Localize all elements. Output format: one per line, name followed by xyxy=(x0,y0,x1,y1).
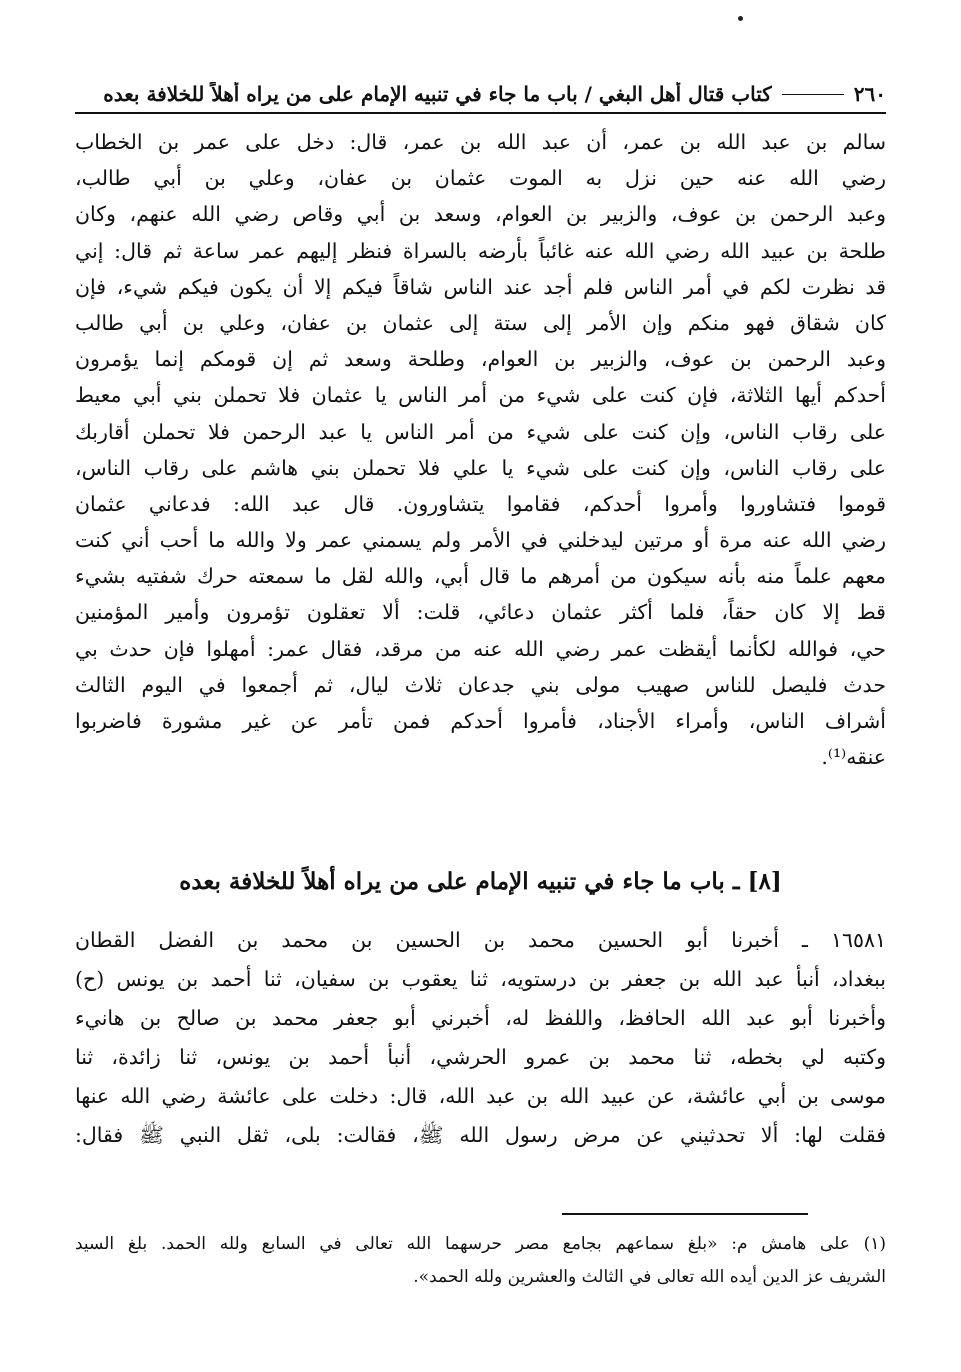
text-line: ببغداد، أنبأ عبد الله بن جعفر بن درستويه، ثنا يعقوب بن سفيان، ثنا أحمد بن يونس (ح) xyxy=(75,967,886,991)
text-line: وعبد الرحمن بن عوف، والزبير بن العوام، وسعد بن أبي وقاص رضي الله عنهم، وكان xyxy=(75,202,886,227)
text-line: أحدكم أيها الثلاثة، فإن كنت على شيء من أمر الناس يا عثمان فلا تحملن بني أبي معيط xyxy=(75,383,886,408)
text-line: رضي الله عنه مرة أو مرتين ليدخلني في الأمر ولم يسمني عمر ولا والله ما أحب أني كنت xyxy=(75,528,886,553)
text-line: كان شقاق فهو منكم وإن الأمر إلى ستة إلى عثمان بن عفان، وعلي بن أبي طالب xyxy=(75,310,886,335)
text-line: معهم علماً منه بأنه سيكون من أمرهم ما قال أبي، والله لقل ما سمعته حرك شفتيه بشيء xyxy=(75,564,886,589)
text-line: حدث فليصل للناس صهيب مولى بني جدعان ثلاث ليال، ثم أجمعوا في اليوم الثالث xyxy=(75,672,886,697)
main-text xyxy=(75,124,886,775)
text-line: قوموا فتشاوروا وأمروا أحدكم، فقاموا يتشاورون. قال عبد الله: فدعاني عثمان xyxy=(75,491,886,516)
text-line: قط إلا كان حقاً، فلما أكثر عثمان دعائي، قلت: ألا تعقلون تؤمرون وأمير المؤمنين xyxy=(75,600,886,625)
running-header xyxy=(75,80,886,114)
page-number: ٢٦٠ xyxy=(853,82,886,106)
text-line: على رقاب الناس، وإن كنت على شيء يا علي فلا تحملن بني هاشم على رقاب الناس، xyxy=(75,455,886,480)
text-line: قد نظرت لكم في أمر الناس فلم أجد عند الناس شاقاً فيكم إلا أن يكون فيكم شيء، فإن xyxy=(75,274,886,299)
text-line: على رقاب الناس، وإن كنت على شيء من أمر الناس يا عبد الرحمن فلا تحملن أقاربك xyxy=(75,419,886,444)
text-line: فقلت لها: ألا تحدثيني عن مرض رسول الله ﷺ، فقالت: بلى، ثقل النبي ﷺ فقال: xyxy=(75,1123,886,1147)
text-line: طلحة بن عبيد الله رضي الله عنه غائباً بأرضه بالسراة فنظر إليهم عمر ساعة ثم قال: إني xyxy=(75,238,886,263)
header-rule xyxy=(782,94,844,95)
text-line: رضي الله عنه حين نزل به الموت عثمان بن عفان، وعلي بن أبي طالب، xyxy=(75,166,886,191)
text-line: سالم بن عبد الله بن عمر، أن عبد الله بن عمر، قال: دخل على عمر بن الخطاب xyxy=(75,130,886,154)
text-line: ١٦٥٨١ ـ أخبرنا أبو الحسين محمد بن الحسين بن محمد بن الفضل القطان xyxy=(75,928,886,952)
stray-dot-mark xyxy=(738,16,743,21)
hadith-text xyxy=(75,921,886,1155)
text-line: موسى بن أبي عائشة، عن عبيد الله بن عبد الله، قال: دخلت على عائشة رضي الله عنها xyxy=(75,1084,886,1108)
footnote-divider xyxy=(562,1213,808,1215)
footnote-line: الشريف عز الدين أيده الله تعالى في الثالث والعشرين ولله الحمد». xyxy=(413,1267,886,1287)
text-line: وعبد الرحمن بن عوف، والزبير بن العوام، وطلحة وسعد ثم إن قومكم إنما يؤمرون xyxy=(75,347,886,372)
running-title: كتاب قتال أهل البغي / باب ما جاء في تنبيه الإمام على من يراه أهلاً للخلافة بعده xyxy=(103,82,772,106)
footnote-line: (١) على هامش م: «بلغ سماعهم بجامع مصر حرسهما الله تعالى في السابع ولله الحمد. بلغ السيد xyxy=(75,1234,886,1254)
text-line: حي، فوالله لكأنما أيقظت عمر رضي الله عنه من مرقد، فقال عمر: أمهلوا فإن حدث بي xyxy=(75,636,886,661)
text-line: وأخبرنا أبو عبد الله الحافظ، واللفظ له، أخبرني أبو جعفر محمد بن صالح بن هانيء xyxy=(75,1006,886,1030)
text-line: عنقه⁽¹⁾. xyxy=(821,745,886,770)
text-line: وكتبه لي بخطه، ثنا محمد بن عمرو الحرشي، أنبأ أحمد بن يونس، ثنا زائدة، ثنا xyxy=(75,1045,886,1069)
section-heading: [٨] ـ باب ما جاء في تنبيه الإمام على من يراه أهلاً للخلافة بعده xyxy=(179,868,782,895)
text-line: أشراف الناس، وأمراء الأجناد، فأمروا أحدكم فمن تأمر عن غير مشورة فاضربوا xyxy=(75,709,886,733)
footnote xyxy=(75,1228,886,1294)
